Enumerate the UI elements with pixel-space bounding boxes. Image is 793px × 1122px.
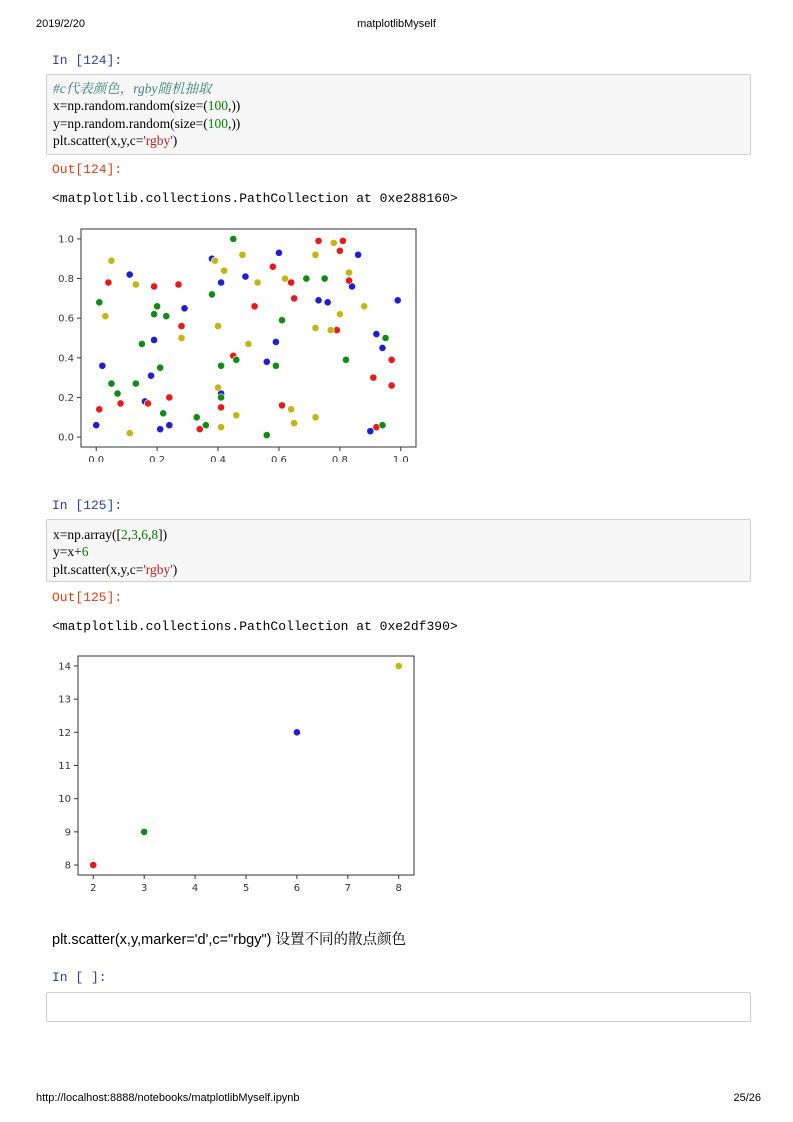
scatter-point — [105, 279, 112, 286]
y-tick-label: 1.0 — [58, 234, 74, 246]
scatter-point — [126, 271, 133, 278]
scatter-point — [263, 358, 270, 365]
scatter-point — [288, 406, 295, 413]
print-title: matplotlibMyself — [357, 18, 436, 30]
scatter-point — [114, 390, 121, 397]
code-token: ,)) — [227, 98, 241, 114]
code-number: 6 — [141, 527, 148, 542]
scatter-point — [99, 362, 106, 369]
scatter-point — [126, 430, 133, 437]
code-token: y=np.random.random(size=( — [53, 115, 208, 131]
scatter-point — [278, 317, 285, 324]
print-date: 2019/2/20 — [36, 18, 85, 30]
scatter-point — [245, 340, 252, 347]
in-prompt-125: In [125]: — [52, 498, 123, 513]
scatter-point — [315, 237, 322, 244]
code-token: , — [147, 527, 152, 542]
scatter-point — [147, 372, 154, 379]
x-tick-label: 0.4 — [210, 455, 226, 462]
y-tick-label: 14 — [58, 661, 71, 673]
scatter-point — [254, 279, 261, 286]
scatter-point — [138, 340, 145, 347]
scatter-point — [269, 263, 276, 270]
y-tick-label: 13 — [58, 694, 71, 706]
scatter-point — [239, 251, 246, 258]
in-prompt-empty: In [ ]: — [52, 970, 107, 985]
scatter-point — [211, 257, 218, 264]
page-number: 25/26 — [733, 1092, 761, 1104]
scatter-point — [178, 323, 185, 330]
code-token: , — [137, 527, 142, 542]
out-prompt-124: Out[124]: — [52, 162, 123, 177]
scatter-point — [117, 400, 124, 407]
scatter-point — [202, 422, 209, 429]
scatter-point — [342, 356, 349, 363]
scatter-point — [355, 251, 362, 258]
scatter-point — [144, 400, 151, 407]
x-tick-label: 2 — [90, 883, 97, 894]
scatter-point — [217, 279, 224, 286]
scatter-point — [345, 269, 352, 276]
scatter-point — [181, 305, 188, 312]
scatter-point — [361, 303, 368, 310]
output-text-125: <matplotlib.collections.PathCollection at 0xe2df390> — [52, 619, 458, 634]
scatter-point — [233, 356, 240, 363]
y-tick-label: 8 — [64, 860, 71, 872]
scatter-point — [108, 380, 115, 387]
y-tick-label: 0.6 — [58, 313, 74, 325]
scatter-point — [150, 336, 157, 343]
code-comment: #c代表颜色，rgby随机抽取 — [53, 81, 212, 96]
scatter-point — [166, 422, 173, 429]
scatter-point — [272, 338, 279, 345]
scatter-point — [154, 303, 161, 310]
empty-code-cell[interactable] — [46, 992, 751, 1022]
x-tick-label: 7 — [344, 883, 352, 894]
scatter-point — [321, 275, 328, 282]
code-text-124 — [53, 80, 240, 149]
code-number: 100 — [207, 115, 228, 131]
code-token: , — [127, 527, 132, 542]
scatter-point — [217, 362, 224, 369]
code-token: plt.scatter(x,y,c= — [53, 132, 144, 148]
y-tick-label: 0.2 — [58, 392, 74, 404]
scatter-point — [395, 662, 402, 669]
code-token: ,)) — [227, 115, 241, 131]
x-tick-label: 5 — [242, 883, 250, 894]
x-tick-label: 8 — [395, 883, 402, 894]
y-tick-label: 0.4 — [58, 353, 74, 365]
code-number: 2 — [120, 527, 128, 542]
code-number: 100 — [207, 98, 228, 114]
plot-frame — [81, 229, 416, 447]
scatter-point — [324, 299, 331, 306]
scatter-point — [93, 422, 100, 429]
scatter-point — [336, 311, 343, 318]
scatter-point — [312, 251, 319, 258]
scatter-point — [345, 277, 352, 284]
scatter-point — [303, 275, 310, 282]
scatter-point — [102, 313, 109, 320]
scatter-point — [214, 323, 221, 330]
scatter-point — [388, 356, 395, 363]
scatter-point — [108, 257, 115, 264]
scatter-point — [330, 239, 337, 246]
y-tick-label: 12 — [58, 727, 71, 739]
code-token: ]) — [158, 527, 168, 542]
scatter-point — [251, 303, 258, 310]
code-string: 'rgby' — [143, 561, 173, 577]
scatter-point — [157, 364, 164, 371]
scatter-point — [336, 247, 343, 254]
scatter-point — [132, 380, 139, 387]
scatter-point — [141, 828, 148, 835]
scatter-point — [315, 297, 322, 304]
scatter-point — [388, 382, 395, 389]
scatter-point — [278, 402, 285, 409]
scatter-point — [291, 295, 298, 302]
in-prompt-124: In [124]: — [52, 53, 123, 68]
code-number: 6 — [81, 544, 89, 560]
scatter-point — [370, 374, 377, 381]
x-tick-label: 1.0 — [392, 455, 409, 462]
scatter-plot-linear — [0, 650, 793, 900]
footer-url[interactable]: http://localhost:8888/notebooks/matplotlibMyself.ipynb — [36, 1092, 300, 1104]
code-token: x=np.array([ — [53, 527, 121, 542]
x-tick-label: 6 — [293, 883, 301, 894]
code-token: plt.scatter(x,y,c= — [53, 561, 144, 577]
scatter-point — [221, 267, 228, 274]
scatter-point — [160, 410, 167, 417]
scatter-point — [166, 394, 173, 401]
scatter-plot-random — [0, 222, 793, 462]
scatter-point — [150, 283, 157, 290]
code-token: x=np.random.random(size=( — [53, 98, 208, 114]
scatter-point — [163, 313, 170, 320]
scatter-point — [312, 324, 319, 331]
x-tick-label: 0.2 — [149, 455, 166, 462]
code-token: y=x+ — [53, 544, 82, 560]
scatter-point — [275, 249, 282, 256]
scatter-point — [214, 384, 221, 391]
scatter-point — [96, 299, 103, 306]
scatter-point — [327, 326, 334, 333]
code-number: 3 — [131, 527, 138, 542]
output-text-124: <matplotlib.collections.PathCollection at 0xe288160> — [52, 191, 458, 206]
code-token: ) — [172, 561, 178, 577]
scatter-point — [178, 334, 185, 341]
out-prompt-125: Out[125]: — [52, 590, 123, 605]
markdown-text: plt.scatter(x,y,marker='d',c="rbgy") 设置不同的散点颜色 — [52, 932, 406, 948]
scatter-point — [379, 344, 386, 351]
scatter-point — [373, 330, 380, 337]
scatter-point — [312, 414, 319, 421]
code-token: ) — [172, 132, 178, 148]
scatter-point — [230, 235, 237, 242]
x-tick-label: 4 — [191, 883, 199, 894]
x-tick-label: 0.8 — [331, 455, 348, 462]
scatter-point — [293, 729, 300, 736]
y-tick-label: 0.8 — [58, 274, 74, 286]
plot-frame — [78, 656, 414, 875]
scatter-point — [263, 432, 270, 439]
scatter-point — [382, 334, 389, 341]
y-tick-label: 9 — [64, 827, 71, 839]
scatter-point — [217, 404, 224, 411]
scatter-point — [175, 281, 182, 288]
x-tick-label: 3 — [140, 883, 148, 894]
scatter-point — [208, 291, 215, 298]
code-string: 'rgby' — [143, 132, 173, 148]
code-number: 8 — [151, 527, 159, 542]
code-text-125 — [53, 526, 177, 578]
scatter-point — [394, 297, 401, 304]
scatter-point — [291, 420, 298, 427]
scatter-point — [157, 426, 164, 433]
y-tick-label: 0.0 — [58, 432, 74, 444]
scatter-point — [281, 275, 288, 282]
scatter-point — [150, 311, 157, 318]
scatter-point — [339, 237, 346, 244]
scatter-point — [272, 362, 279, 369]
y-tick-label: 11 — [58, 761, 71, 772]
y-tick-label: 10 — [58, 794, 71, 806]
scatter-point — [90, 861, 97, 868]
scatter-point — [379, 422, 386, 429]
scatter-point — [242, 273, 249, 280]
scatter-point — [233, 412, 240, 419]
scatter-point — [217, 424, 224, 431]
scatter-point — [217, 394, 224, 401]
x-tick-label: 0.0 — [88, 455, 105, 462]
x-tick-label: 0.6 — [271, 455, 287, 462]
scatter-point — [132, 281, 139, 288]
scatter-point — [193, 414, 200, 421]
scatter-point — [96, 406, 103, 413]
